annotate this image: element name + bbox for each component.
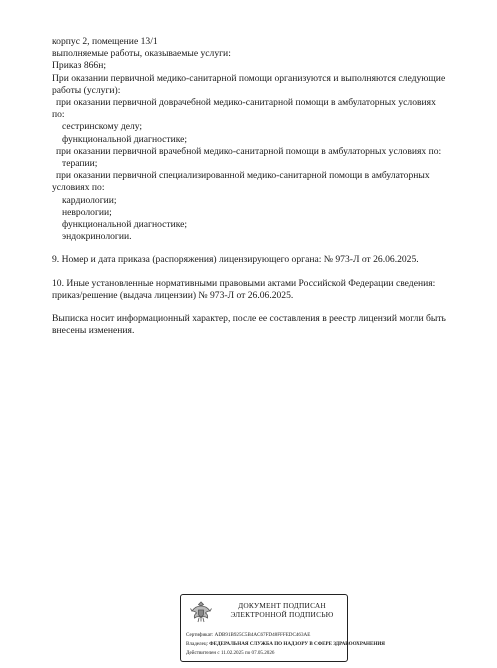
services-heading: выполняемые работы, оказываемые услуги:	[52, 48, 231, 60]
list-item-functional-diagnostics: функциональной диагностике;	[62, 133, 188, 145]
section-10-line1: 10. Иные установленные нормативными правовыми актами Российской Федерации сведения:	[52, 277, 436, 289]
coat-of-arms-icon	[188, 599, 214, 625]
list-item-neurology: неврологии;	[62, 206, 112, 218]
address-line: корпус 2, помещение 13/1	[52, 36, 158, 47]
specialized-care-heading-cont: условиях по:	[52, 182, 105, 194]
prehospital-care-heading: при оказании первичной доврачебной медико-санитарной помощи в амбулаторных условиях	[56, 97, 436, 109]
list-item-therapy: терапии;	[62, 158, 98, 170]
stamp-details	[186, 631, 385, 659]
prehospital-care-heading-cont: по:	[52, 109, 65, 121]
document-body	[52, 36, 472, 337]
primary-care-intro-cont: работы (услуги):	[52, 84, 121, 96]
list-item-nursing: сестринскому делу;	[62, 121, 143, 133]
electronic-signature-stamp	[180, 594, 385, 662]
specialized-care-heading: при оказании первичной специализированной медико-санитарной помощи в амбулаторных	[56, 170, 430, 182]
owner-value: ФЕДЕРАЛЬНАЯ СЛУЖБА ПО НАДЗОРУ В СФЕРЕ ЗДРАВООХРАНЕНИЯ	[209, 641, 385, 648]
disclaimer-line1: Выписка носит информационный характер, после ее составления в реестр лицензий могли быть	[52, 313, 446, 325]
stamp-title: ДОКУМЕНТ ПОДПИСАН ЭЛЕКТРОННОЙ ПОДПИСЬЮ	[230, 601, 334, 619]
order-reference: Приказ 866н;	[52, 60, 107, 72]
certificate-row: Сертификат: ADB91B925C5B4AC67FD48FFFEDC463AE	[186, 632, 311, 638]
primary-care-intro: При оказании первичной медико-санитарной помощи организуются и выполняются следующие	[52, 72, 446, 84]
list-item-endocrinology: эндокринологии.	[62, 231, 132, 243]
list-item-cardiology: кардиологии;	[62, 194, 117, 206]
disclaimer-line2: внесены изменения.	[52, 325, 135, 337]
certificate-value: ADB91B925C5B4AC67FD48FFFEDC463AE	[214, 632, 311, 638]
section-10-line2: приказ/решение (выдача лицензии) № 973-Л от 26.06.2025.	[52, 289, 294, 301]
validity-row: Действителен с 11.02.2025 по 07.05.2026	[186, 650, 275, 657]
physician-care-heading: при оказании первичной врачебной медико-санитарной помощи в амбулаторных условиях по:	[56, 145, 442, 157]
list-item-functional-diagnostics-2: функциональной диагностике;	[62, 219, 188, 231]
owner-row: Владелец: ФЕДЕРАЛЬНАЯ СЛУЖБА ПО НАДЗОРУ В СФЕРЕ ЗДРАВООХРАНЕНИЯ	[186, 641, 385, 648]
section-9: 9. Номер и дата приказа (распоряжения) лицензирующего органа: № 973-Л от 26.06.2025.	[52, 254, 419, 266]
